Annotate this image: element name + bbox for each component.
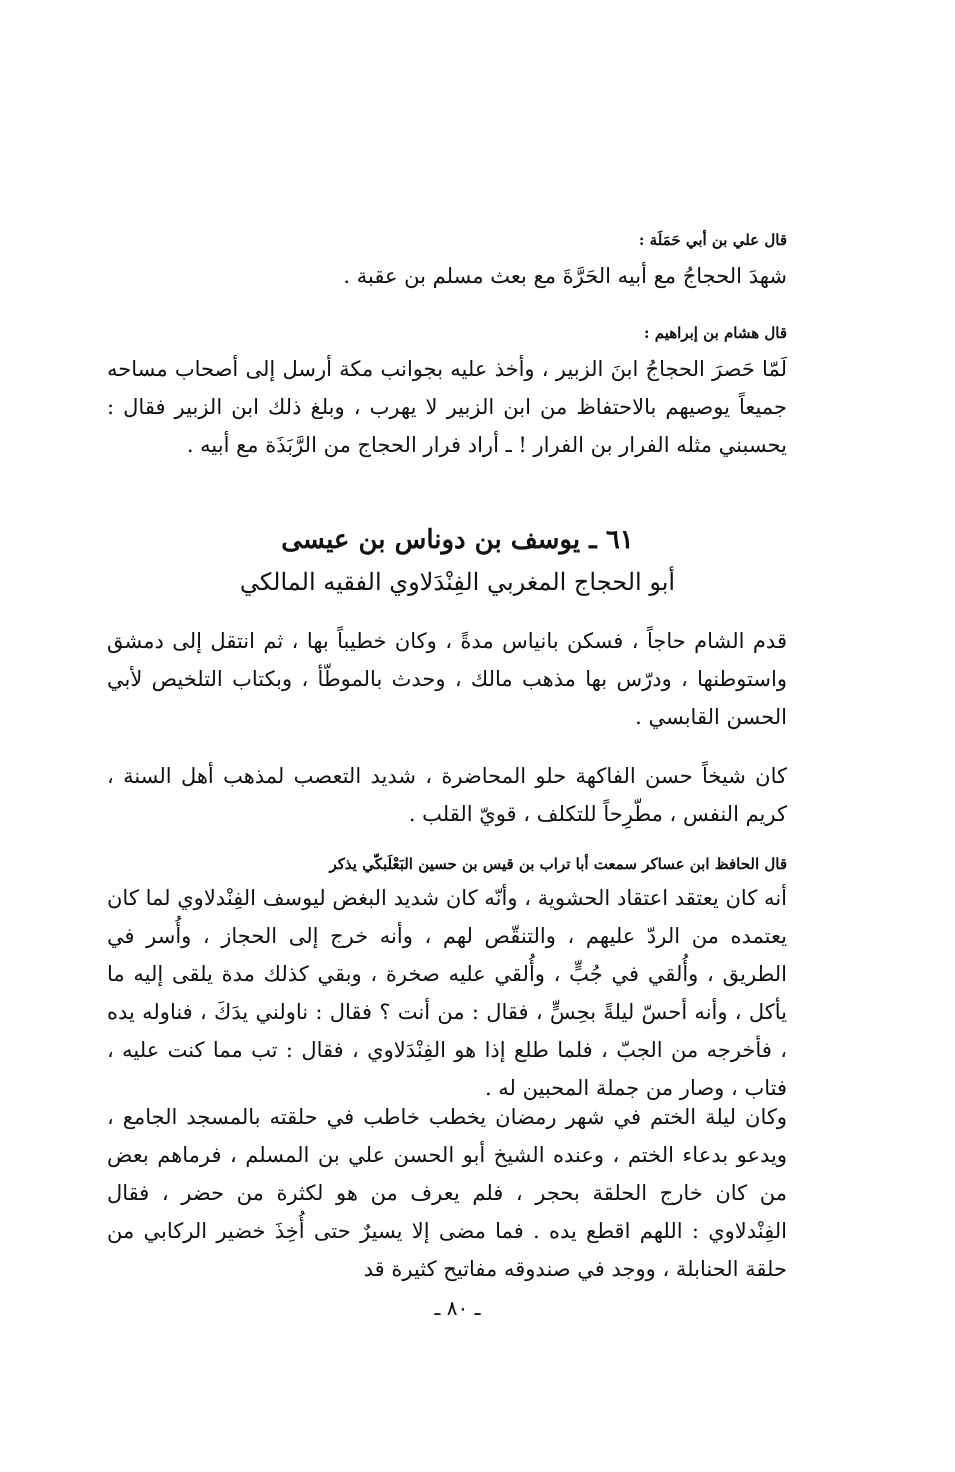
narrator-line: قال علي بن أبي حَمَلَة : [638,231,787,249]
quote-text: لَمّا حَصرَ الحجاجُ ابنَ الزبير ، وأخذ عليه بجوانب مكة أرسل إلى أصحاب مساحه جميعاً يوصيهم بالاحتفاظ من ابن الزبير لا يهرب ، وبلغ ذلك ابن الزبير فقال : يحسبني مثله الفرار بن الفرار ! ـ أراد فرار الحجاج من الرَّبَذَة مع أبيه . [107,357,787,457]
quote-block-3 [107,853,787,1107]
quote-block-1 [107,229,787,295]
narrator-line: قال الحافظ ابن عساكر سمعت أبا تراب بن قيس بن حسين البَعْلَبكّي يذكر [329,855,787,873]
paragraph-text: كان شيخاً حسن الفاكهة حلو المحاضرة ، شديد التعصب لمذهب أهل السنة ، كريم النفس ، مطّرِحاً للتكلف ، قويّ القلب . [107,764,787,826]
entry-title: ٦١ ـ يوسف بن دوناس بن عيسى [281,525,634,555]
paragraph-text: وكان ليلة الختم في شهر رمضان يخطب خاطب في حلقته بالمسجد الجامع ، ويدعو بدعاء الختم ، وعنده الشيخ أبو الحسن علي بن المسلم ، فرماهم بعض من كان خارج الحلقة بحجر ، فلم يعرف من هو لكثرة من حضر ، فقال الفِنْدلاوي : اللهم اقطع يده . فما مضى إلا يسيرٌ حتى أُخِذَ خضير الركابي من حلقة الحنابلة ، ووجد في صندوقه مفاتيح كثيرة قد [107,1105,787,1281]
paragraph-1 [107,622,787,736]
narrator-line: قال هشام بن إبراهيم : [643,324,787,342]
entry-subtitle: أبو الحجاج المغربي الفِنْدَلاوي الفقيه المالكي [239,568,676,596]
page-number: ـ ٨٠ ـ [434,1296,481,1320]
paragraph-last [107,1098,787,1288]
quote-block-2 [107,322,787,464]
quote-text: شهدَ الحجاجُ مع أبيه الحَرَّةَ مع بعث مسلم بن عقبة . [343,264,787,288]
paragraph-2 [107,757,787,833]
paragraph-text: قدم الشام حاجاً ، فسكن بانياس مدةً ، وكان خطيباً بها ، ثم انتقل إلى دمشق واستوطنها ، ودرّس بها مذهب مالك ، وحدث بالموطّأ ، وبكتاب التلخيص لأبي الحسن القابسي . [107,629,787,729]
quote-text: أنه كان يعتقد اعتقاد الحشوية ، وأنّه كان شديد البغض ليوسف الفِنْدلاوي لما كان يعتمده من الردّ عليهم ، والتنقّص لهم ، وأنه خرج إلى الحجاز ، وأُسر في الطريق ، وأُلقي في جُبٍّ ، وأُلقي عليه صخرة ، وبقي كذلك مدة يلقى إليه ما يأكل ، وأنه أحسّ ليلةً بحِسٍّ ، فقال : من أنت ؟ فقال : ناولني يدَكَ ، فناوله يده ، فأخرجه من الجبّ ، فلما طلع إذا هو الفِنْدَلاوي ، فقال : تب مما كنت عليه ، فتاب ، وصار من جملة المحبين له . [107,886,787,1100]
